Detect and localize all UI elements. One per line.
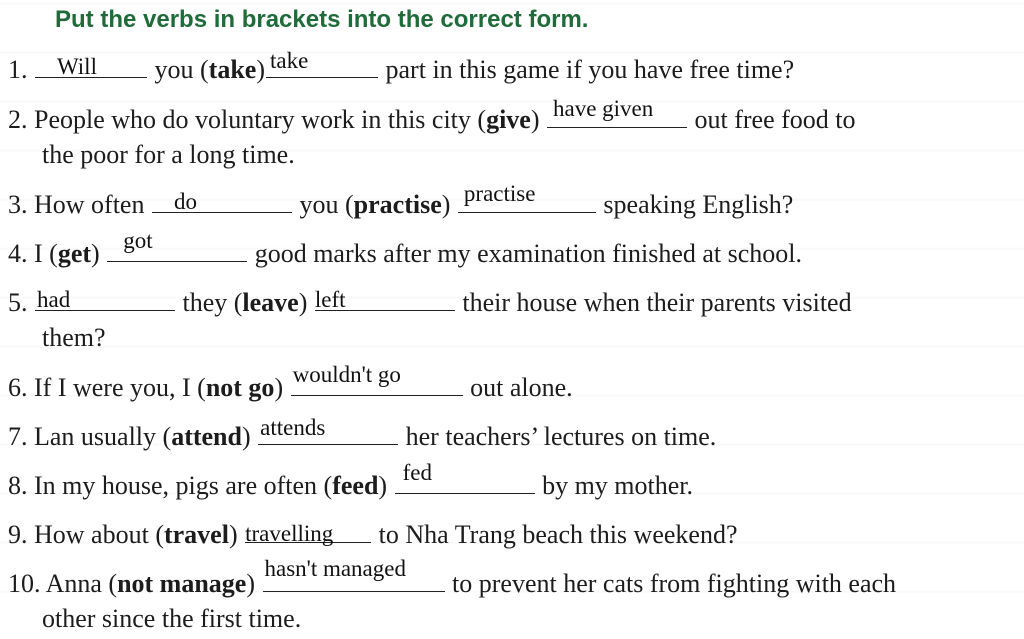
question-number: 2. — [8, 105, 28, 134]
question-10 — [8, 556, 897, 600]
question-text: to prevent her cats from fighting with each — [452, 569, 897, 598]
answer-text: had — [37, 287, 71, 312]
question-number: 1. — [8, 55, 28, 84]
exercise-heading: Put the verbs in brackets into the correct form. — [55, 6, 589, 33]
question-number: 8. — [8, 471, 28, 500]
answer-blank[interactable] — [266, 48, 378, 78]
answer-text: wouldn't go — [292, 362, 401, 387]
answer-blank[interactable] — [458, 181, 596, 213]
verb-prompt: take — [208, 55, 257, 84]
question-text: their house when their parents visited — [462, 288, 852, 317]
question-text: out alone. — [470, 373, 573, 402]
question-text: ) — [298, 288, 308, 317]
question-text: ) — [241, 422, 251, 451]
question-text: out free food to — [694, 105, 856, 134]
answer-text: practise — [463, 181, 536, 206]
question-text: they ( — [182, 288, 243, 317]
verb-prompt: not go — [205, 373, 275, 402]
question-text: you ( — [299, 190, 354, 219]
question-text: ) — [91, 239, 100, 268]
question-text: ) — [228, 520, 238, 549]
answer-blank[interactable] — [245, 518, 371, 546]
question-text: People who do voluntary work in this city ( — [34, 105, 487, 134]
question-text: by my mother. — [542, 471, 694, 500]
answer-text: hasn't managed — [264, 556, 406, 581]
answer-text: take — [270, 48, 309, 73]
verb-prompt: leave — [242, 288, 299, 317]
answer-blank[interactable] — [107, 228, 247, 262]
verb-prompt: practise — [353, 190, 442, 219]
answer-blank[interactable] — [395, 460, 535, 494]
answer-blank[interactable] — [258, 415, 398, 445]
question-number: 9. — [8, 520, 28, 549]
answer-text: have given — [553, 96, 654, 121]
answer-text: travelling — [245, 521, 334, 546]
question-text: you ( — [154, 55, 209, 84]
question-text: part in this game if you have free time? — [385, 55, 795, 84]
question-text: If I were you, I ( — [34, 373, 206, 402]
question-text: ) — [246, 569, 256, 598]
question-text: How often — [34, 190, 145, 219]
answer-blank[interactable] — [35, 286, 175, 311]
question-10-continuation: other since the first time. — [42, 604, 302, 633]
question-text: I ( — [34, 239, 58, 268]
question-text: ) — [256, 55, 266, 84]
answer-text: Will — [57, 54, 97, 79]
question-number: 5. — [8, 288, 28, 317]
question-number: 4. — [8, 239, 28, 268]
question-number: 6. — [8, 373, 28, 402]
question-5-continuation: them? — [42, 323, 106, 352]
question-3 — [8, 181, 794, 221]
question-text: ) — [441, 190, 451, 219]
answer-text: do — [173, 189, 197, 214]
question-text: to Nha Trang beach this weekend? — [378, 520, 738, 549]
question-2 — [8, 96, 856, 136]
question-text: ) — [530, 105, 540, 134]
question-number: 10. — [8, 569, 41, 598]
answer-blank[interactable] — [263, 556, 445, 592]
question-text: her teachers’ lectures on time. — [405, 422, 717, 451]
answer-text: got — [123, 228, 153, 253]
answer-blank[interactable] — [315, 286, 455, 311]
question-text: How about ( — [34, 520, 164, 549]
question-number: 3. — [8, 190, 28, 219]
question-text: Anna ( — [45, 569, 118, 598]
answer-blank[interactable] — [291, 362, 463, 396]
verb-prompt: feed — [332, 471, 379, 500]
question-7 — [8, 415, 717, 453]
answer-text: attends — [260, 415, 326, 440]
question-9 — [8, 518, 737, 551]
answer-text: left — [314, 287, 346, 312]
question-5 — [8, 286, 852, 319]
question-4 — [8, 228, 803, 270]
question-6 — [8, 362, 573, 404]
verb-prompt: attend — [171, 422, 242, 451]
question-number: 7. — [8, 422, 28, 451]
question-text: speaking English? — [603, 190, 794, 219]
question-8 — [8, 460, 694, 502]
question-text: ) — [274, 373, 284, 402]
verb-prompt: give — [486, 105, 531, 134]
question-text: good marks after my examination finished at school. — [254, 239, 803, 268]
question-text: In my house, pigs are often ( — [34, 471, 333, 500]
verb-prompt: get — [57, 239, 92, 268]
answer-blank[interactable] — [35, 53, 147, 78]
verb-prompt: travel — [163, 520, 229, 549]
answer-blank[interactable] — [547, 96, 687, 128]
question-1 — [8, 48, 795, 86]
verb-prompt: not manage — [117, 569, 247, 598]
answer-text: fed — [402, 460, 432, 485]
question-text: Lan usually ( — [34, 422, 172, 451]
question-text: ) — [378, 471, 388, 500]
answer-blank[interactable] — [152, 188, 292, 213]
question-2-continuation: the poor for a long time. — [42, 140, 295, 169]
